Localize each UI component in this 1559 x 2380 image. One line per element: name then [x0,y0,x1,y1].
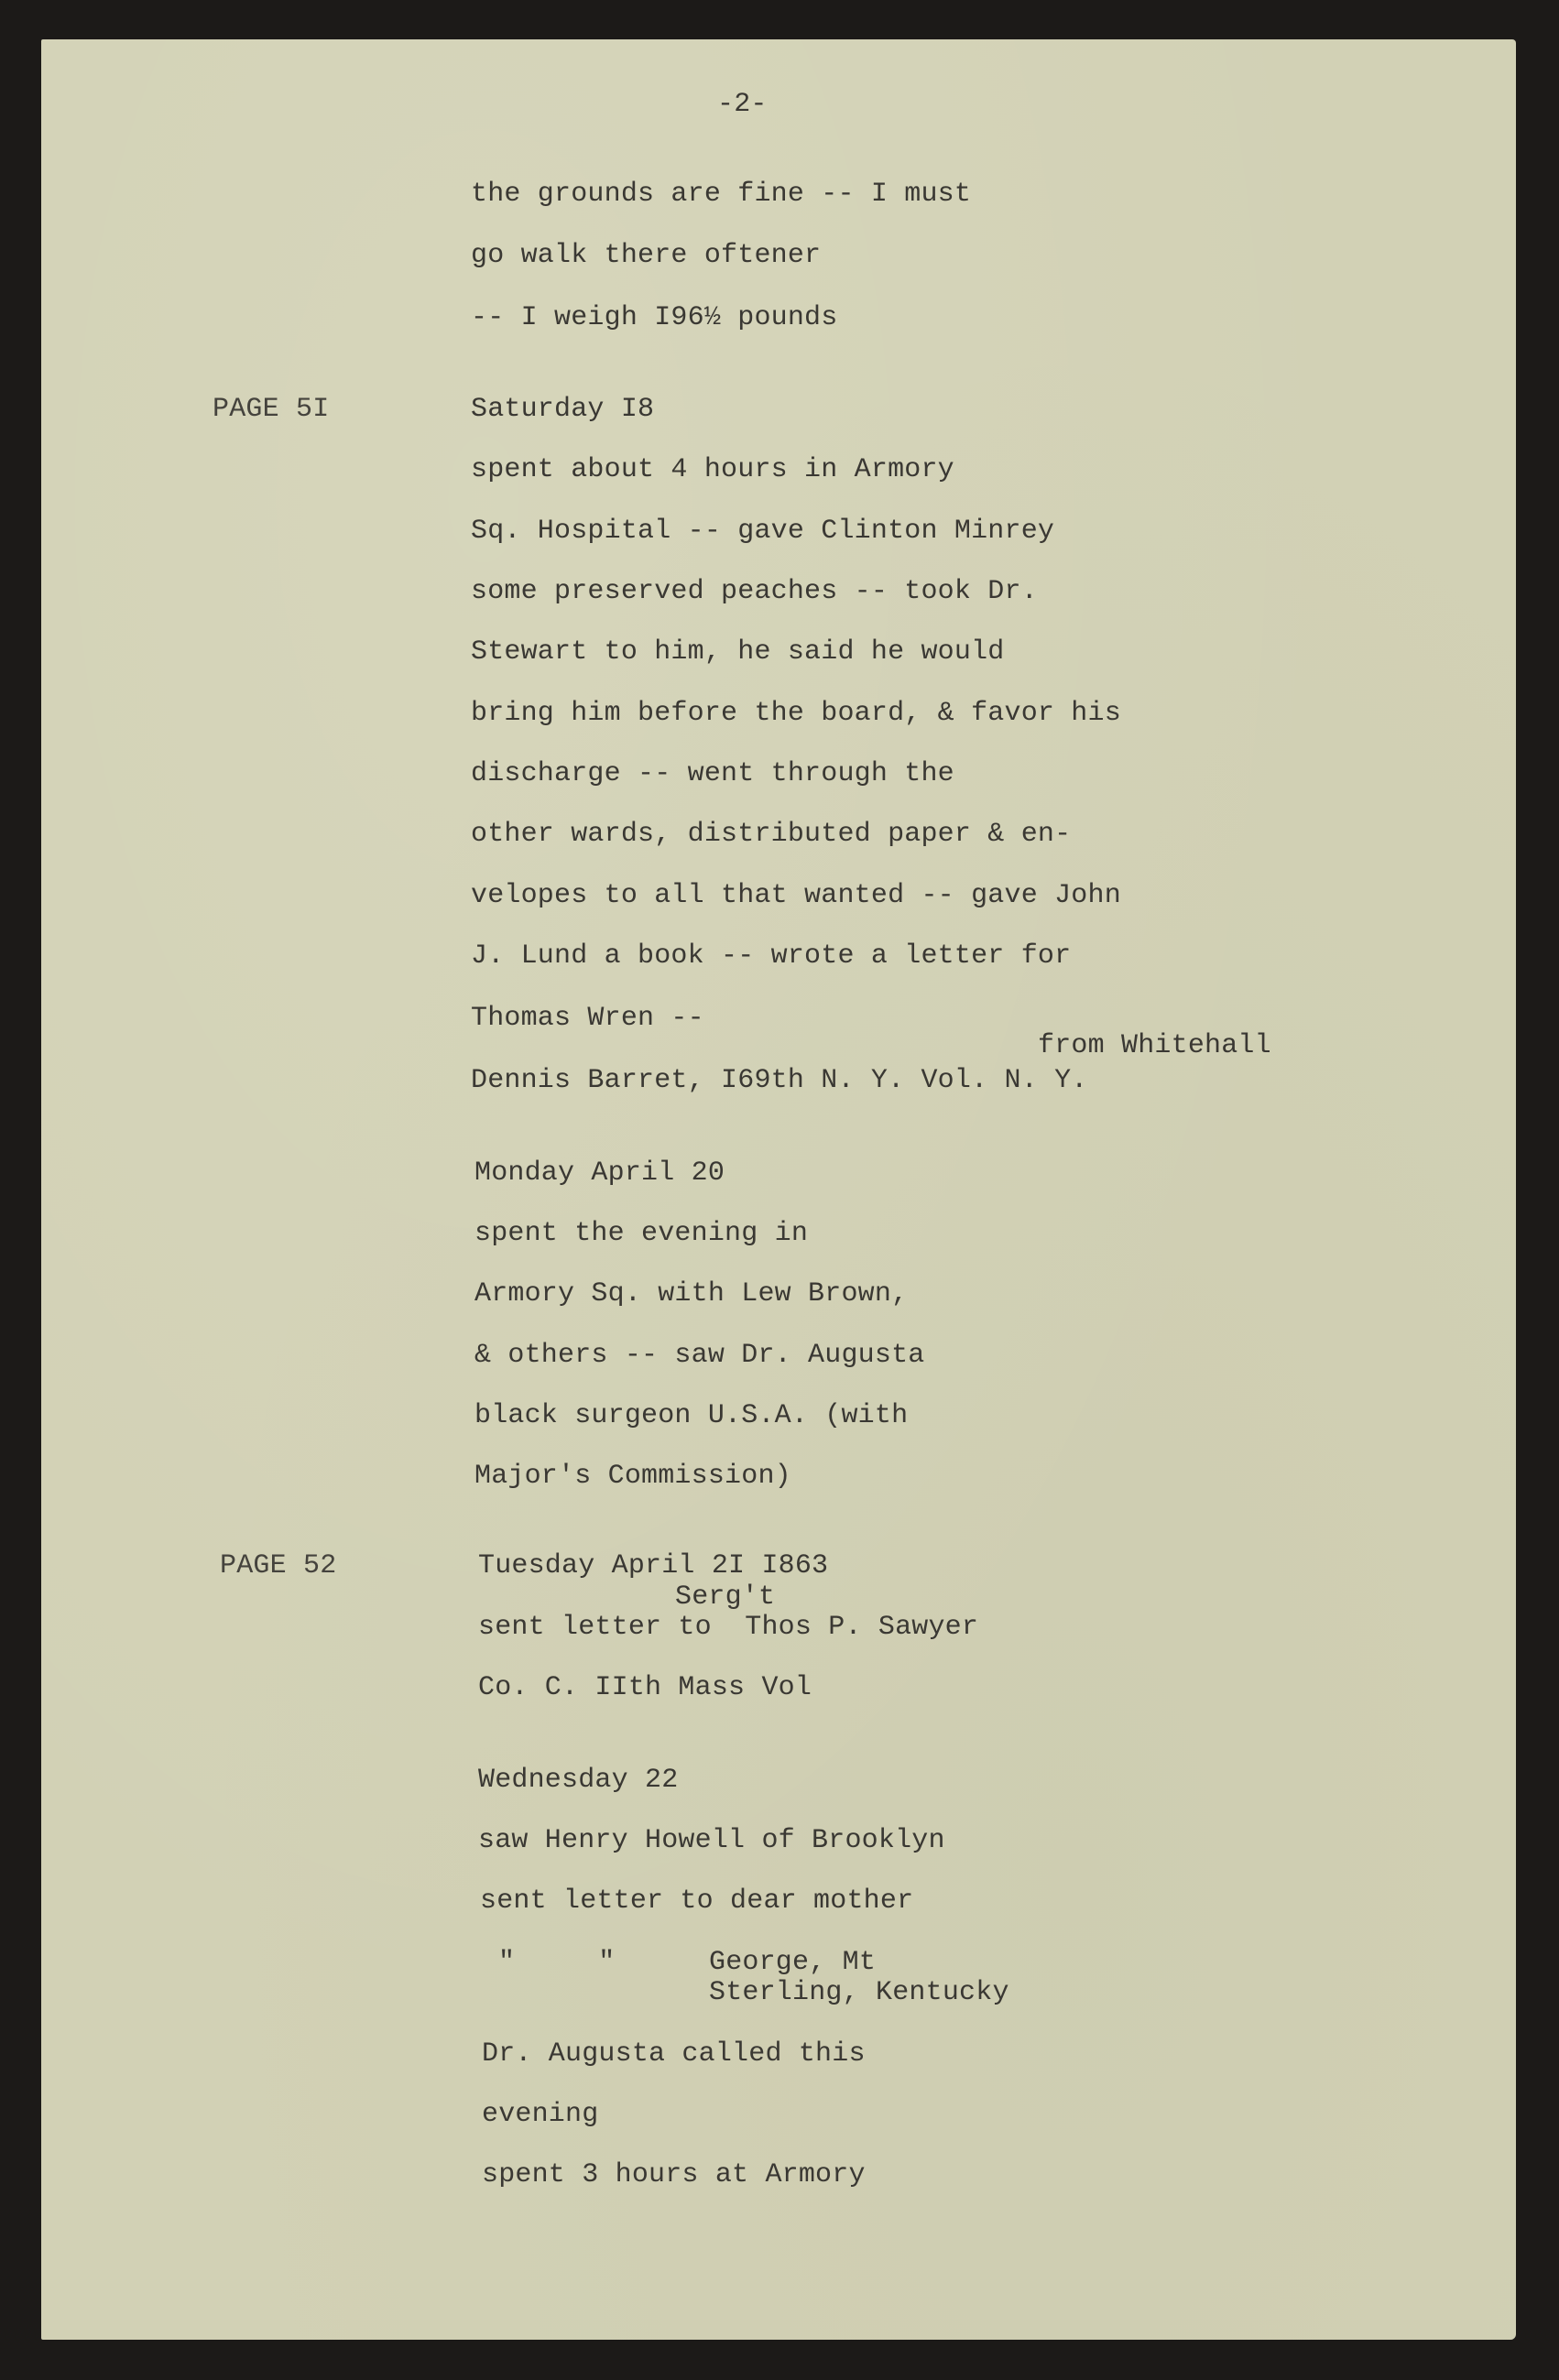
entry-heading-saturday: Saturday I8 [471,394,655,425]
text-line: velopes to all that wanted -- gave John [471,880,1121,911]
text-line: Stewart to him, he said he would [471,636,1005,668]
text-line: bring him before the board, & favor his [471,698,1121,729]
text-line: discharge -- went through the [471,758,954,789]
text-line: Thomas Wren -- [471,1003,704,1034]
text-line: black surgeon U.S.A. (with [474,1400,909,1431]
text-line: -- I weigh I96½ pounds [471,302,838,333]
text-line: sent letter to dear mother [480,1886,914,1917]
text-line: spent about 4 hours in Armory [471,454,954,485]
text-line: sent letter to Thos P. Sawyer [478,1612,979,1643]
text-line: Sq. Hospital -- gave Clinton Minrey [471,516,1055,547]
text-line: Armory Sq. with Lew Brown, [474,1278,909,1310]
insert-note-whitehall: from Whitehall [1038,1030,1271,1061]
insert-note-sergt: Serg't [675,1581,776,1613]
page-label-51: PAGE 5I [213,394,330,425]
page-number: -2- [717,89,768,120]
text-line: Co. C. IIth Mass Vol [478,1672,812,1703]
text-line: go walk there oftener [471,240,822,271]
ditto-marks: " " [498,1947,616,1978]
entry-heading-monday: Monday April 20 [474,1157,725,1189]
entry-heading-wednesday: Wednesday 22 [478,1765,679,1796]
text-line: evening [482,2099,599,2130]
text-line: Dr. Augusta called this [482,2038,866,2070]
text-line: other wards, distributed paper & en- [471,819,1072,850]
text-line: J. Lund a book -- wrote a letter for [471,940,1072,972]
text-line: & others -- saw Dr. Augusta [474,1340,925,1371]
text-line: spent the evening in [474,1218,809,1249]
text-line: spent 3 hours at Armory [482,2159,866,2190]
text-line: saw Henry Howell of Brooklyn [478,1825,945,1856]
entry-heading-tuesday: Tuesday April 2I I863 [478,1550,829,1581]
address-line: George, Mt [709,1947,877,1978]
page-label-52: PAGE 52 [220,1550,337,1581]
text-line: Major's Commission) [474,1461,791,1492]
text-line: some preserved peaches -- took Dr. [471,576,1038,607]
text-line: the grounds are fine -- I must [471,179,972,210]
address-line: Sterling, Kentucky [709,1977,1009,2008]
text-line: Dennis Barret, I69th N. Y. Vol. N. Y. [471,1065,1088,1096]
